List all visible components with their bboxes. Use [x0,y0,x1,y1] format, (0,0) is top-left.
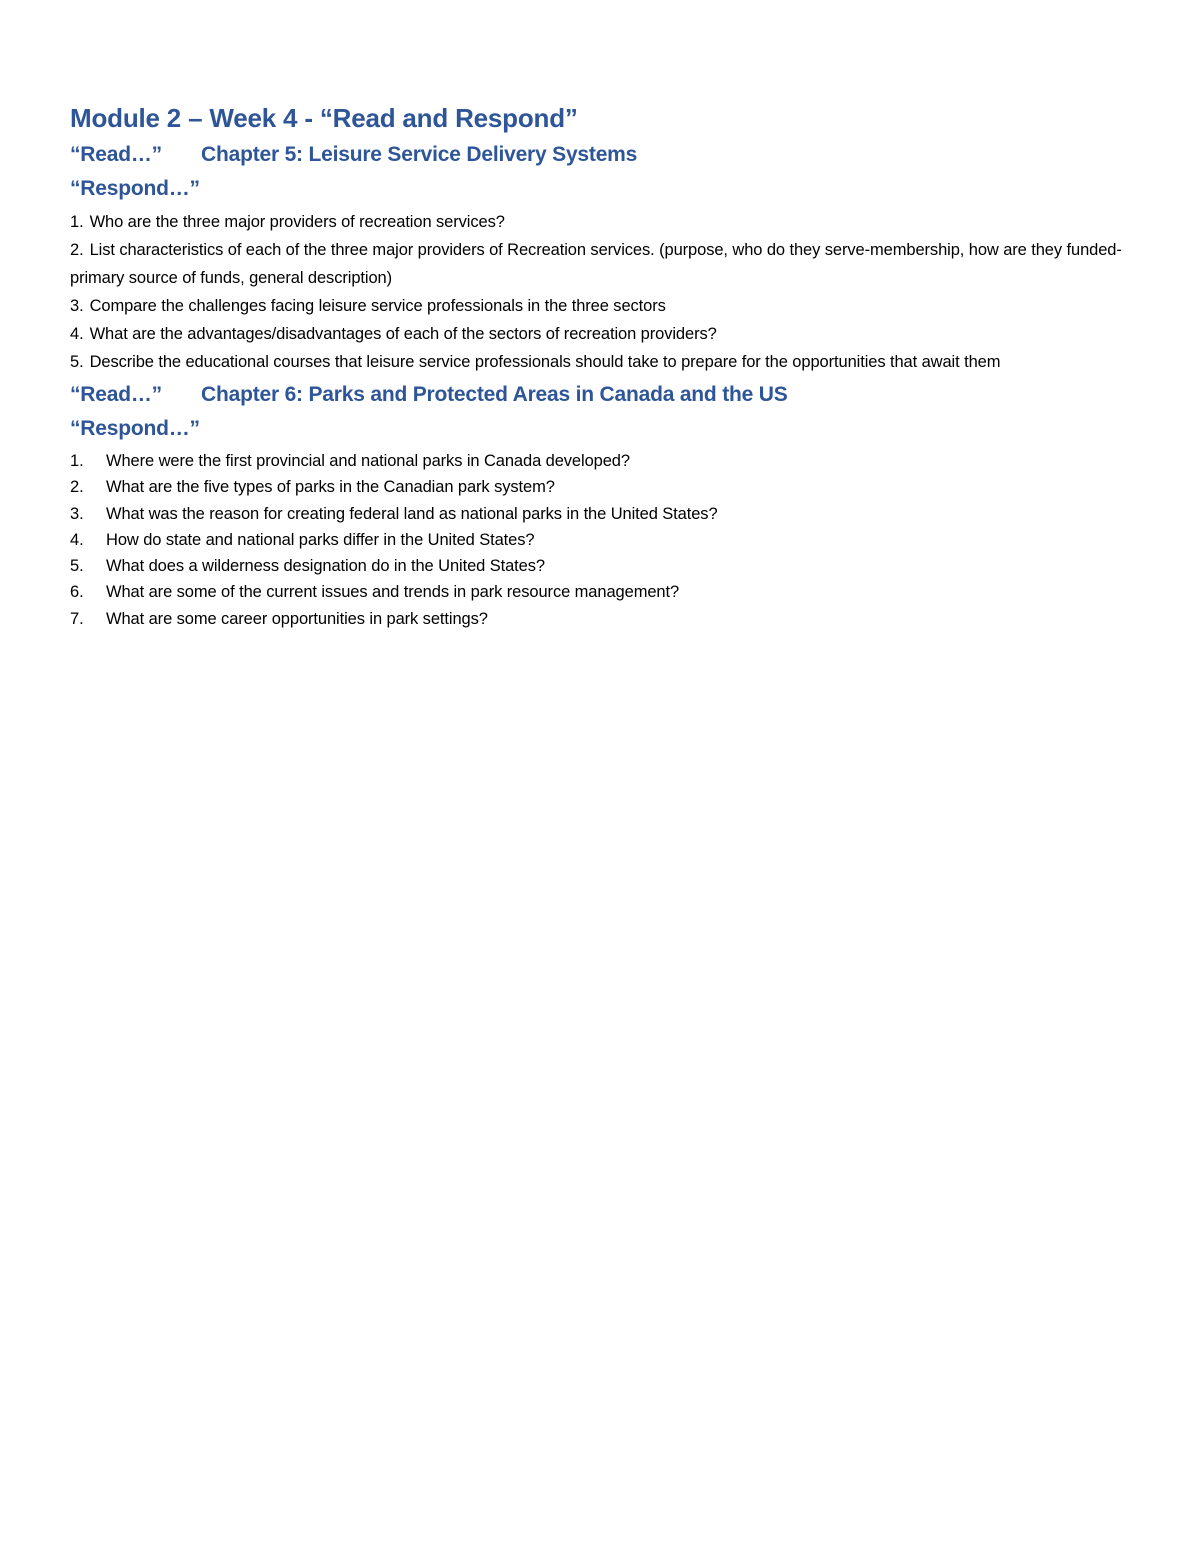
list-item [70,320,1130,348]
list-item [70,348,1130,376]
question-text: What are the advantages/disadvantages of each of the sectors of recreation providers? [89,325,717,343]
question-number: 1. [70,213,84,231]
list-item [70,448,1130,474]
question-text: List characteristics of each of the three major providers of Recreation services. (purpose, who do they serve-membership, how are they funded-primary source of funds, general description) [70,241,1122,287]
section1-question-list [70,208,1130,376]
list-item [70,553,1130,579]
document-title: Module 2 – Week 4 - “Read and Respond” [70,103,578,133]
section1-chapter-title: Chapter 5: Leisure Service Delivery Systems [201,143,638,166]
question-text: Describe the educational courses that leisure service professionals should take to prepare for the opportunities that await them [89,353,1001,371]
list-item [70,292,1130,320]
question-text: What was the reason for creating federal land as national parks in the United States? [106,504,718,523]
question-number: 5. [70,557,84,576]
question-number: 4. [70,325,84,343]
list-item [70,579,1130,605]
question-number: 2. [70,478,84,497]
section2-read-heading [70,378,1130,412]
question-number: 6. [70,583,84,602]
question-number: 3. [70,297,84,315]
section2-chapter-title: Chapter 6: Parks and Protected Areas in Canada and the US [201,383,788,406]
question-text: What are some of the current issues and trends in park resource management? [106,583,680,602]
question-text: Compare the challenges facing leisure service professionals in the three sectors [89,297,666,315]
list-item [70,527,1130,553]
list-item [70,208,1130,236]
question-number: 5. [70,353,84,371]
question-text: How do state and national parks differ in the United States? [106,530,535,549]
section1-read-label: “Read…” [70,143,162,166]
question-number: 4. [70,530,84,549]
list-item [70,474,1130,500]
list-item [70,501,1130,527]
section2-respond-heading: “Respond…” [70,417,200,440]
question-text: Where were the first provincial and national parks in Canada developed? [106,452,630,470]
question-text: What are the five types of parks in the Canadian park system? [106,478,555,497]
section2-question-list [70,448,1130,632]
document-page [70,98,1130,642]
section1-respond-heading: “Respond…” [70,177,200,200]
question-text: What are some career opportunities in park settings? [106,609,488,628]
question-number: 2. [70,241,84,259]
list-item [70,606,1130,632]
section1-read-heading [70,138,1130,172]
question-number: 1. [70,452,84,470]
question-number: 3. [70,504,84,523]
question-text: What does a wilderness designation do in the United States? [106,557,545,576]
section2-read-label: “Read…” [70,383,162,406]
question-number: 7. [70,609,84,628]
list-item [70,236,1130,292]
question-text: Who are the three major providers of recreation services? [89,213,505,231]
